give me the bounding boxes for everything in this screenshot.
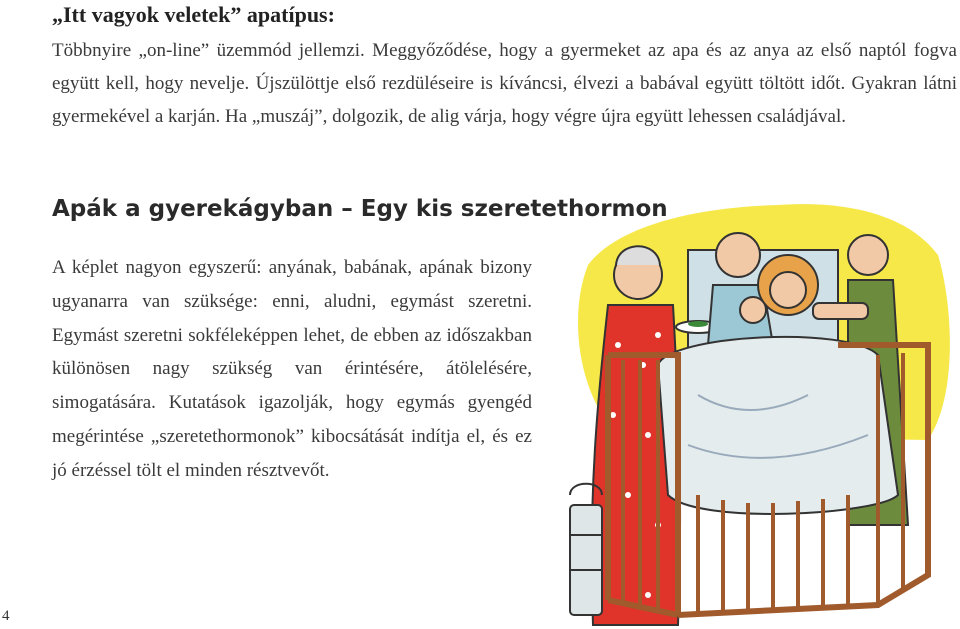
body-paragraph: A képlet nagyon egyszerű: anyának, babának, apának bizony ugyanarra van szüksége: enni, aludni, egymást szeretni. Egymást szeretni sokféleképpen lehet, de ebben az időszakban különösen nagy szükség van érintésére, átölelésére, simogatására. Kutatások igazolják, hogy egymás gyengéd megérintése „szeretethormonok” kibocsátását indítja el, és ez jó érzéssel tölt el minden résztvevőt. (52, 257, 532, 481)
article-heading: Apák a gyerekágyban – Egy kis szeretethormon (52, 196, 668, 222)
family-bed-illustration (548, 195, 960, 629)
intro-paragraph: Többnyire „on-line” üzemmód jellemzi. Meggyőződése, hogy a gyermeket az apa és az anya az első naptól fogva együtt kell, hogy nevelje. Újszülöttje első rezdüléseire is kíváncsi, élvezi a babával együtt töltött időt. Gyakran látni gyermekével a karján. Ha „muszáj”, dolgozik, de alig várja, hogy végre újra együtt lehessen családjával. (52, 40, 957, 127)
section-heading: „Itt vagyok veletek” apatípus: (52, 2, 335, 27)
page-number: 4 (2, 608, 10, 624)
